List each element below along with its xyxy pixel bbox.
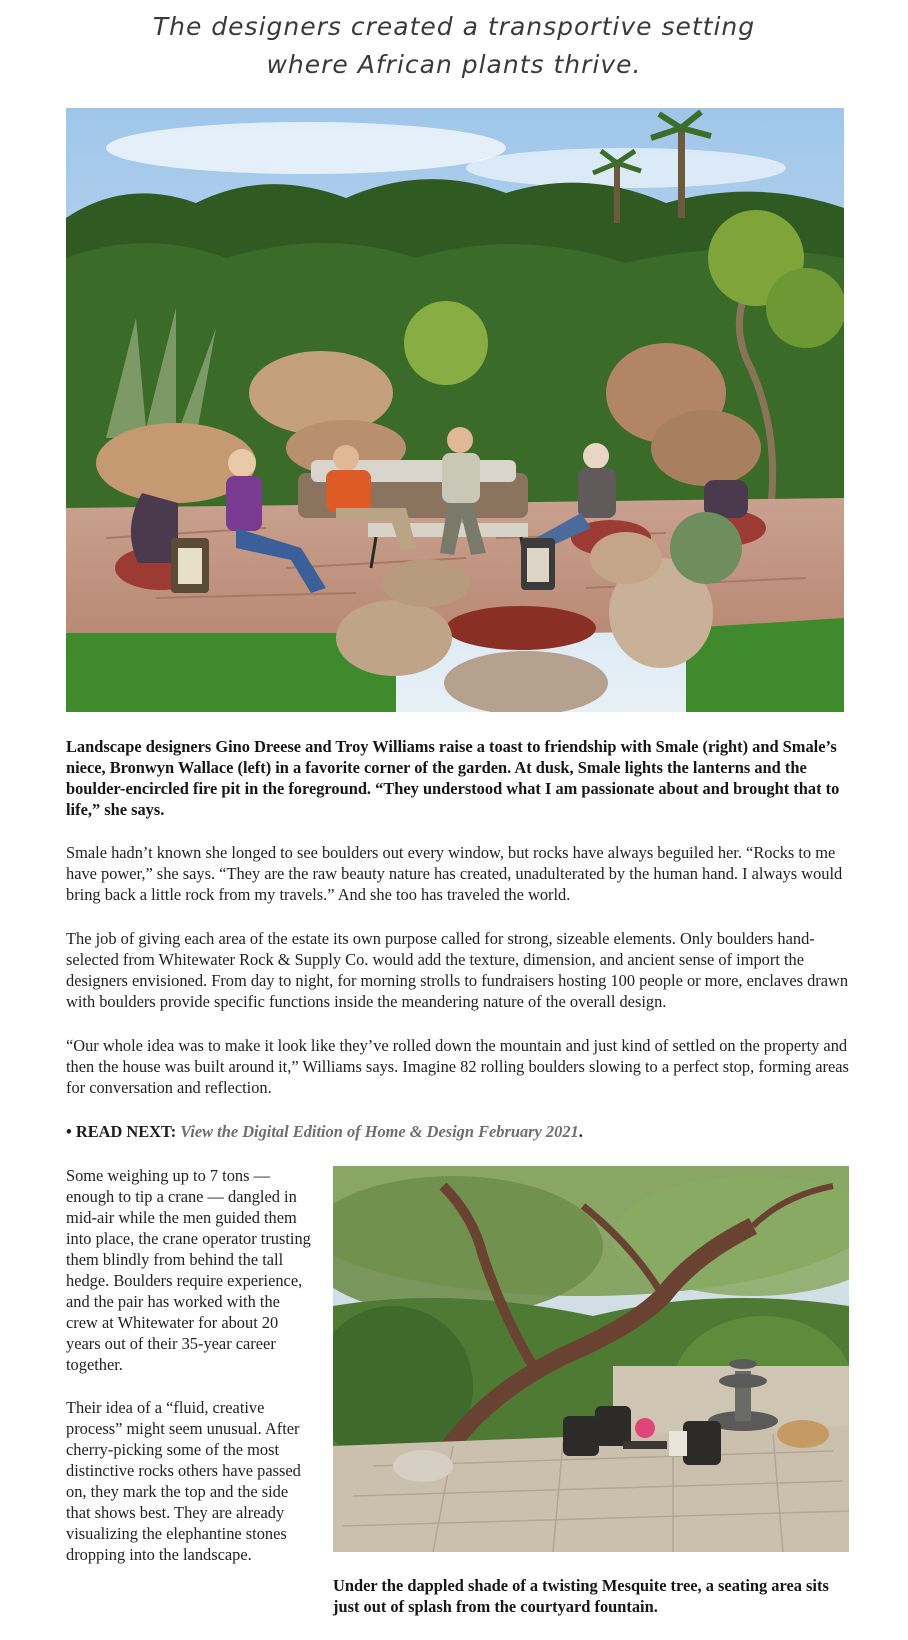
pull-quote [0, 8, 908, 84]
pull-quote-line-1: The designers created a transportive setting [152, 12, 756, 41]
side-paragraph: Their idea of a “fluid, creative process” might seem unusual. After cherry-picking some of the most distinctive rocks others have passed on, they mark the top and the side that shows best. They are already visualizing the elephantine stones dropping into the landscape. [66, 1398, 301, 1564]
side-paragraph: Some weighing up to 7 tons — enough to tip a crane — dangled in mid-air while the men guided them into place, the crane operator trusting them blindly from behind the tall hedge. Boulders require experience, and the pair has worked with the crew at Whitewater for about 20 years out of their 35-year career together. [66, 1166, 311, 1374]
read-next-label: READ NEXT: [75, 1122, 177, 1141]
garden-seating-photo [66, 108, 844, 712]
body-paragraph: Smale hadn’t known she longed to see boulders out every window, but rocks have always beguiled her. “Rocks to me have power,” she says. “They are the raw beauty nature has created, unadulterated by the human hand. I always would bring back a little rock from my travels.” And she too has traveled the world. [66, 843, 843, 904]
read-next [66, 1121, 856, 1142]
body-paragraph: “Our whole idea was to make it look like they’ve rolled down the mountain and just kind of settled on the property and then the house was built around it,” Williams says. Imagine 82 rolling boulders slowing to a perfect stop, forming areas for conversation and reflection. [66, 1036, 849, 1097]
main-photo-caption: Landscape designers Gino Dreese and Troy Williams raise a toast to friendship with Smale (right) and Smale’s niece, Bronwyn Wallace (left) in a favorite corner of the garden. At dusk, Smale lights the lanterns and the boulder-encircled fire pit in the foreground. “They understood what I am passionate about and brought that to life,” she says. [66, 737, 840, 819]
read-next-link[interactable]: View the Digital Edition of Home & Design February 2021 [180, 1122, 579, 1141]
second-photo-caption: Under the dappled shade of a twisting Mesquite tree, a seating area sits just out of splash from the courtyard fountain. [333, 1576, 829, 1616]
pull-quote-line-2: where African plants thrive. [266, 50, 642, 79]
read-next-bullet: • [66, 1122, 72, 1141]
body-paragraph: The job of giving each area of the estate its own purpose called for strong, sizeable elements. Only boulders hand-selected from Whitewater Rock & Supply Co. would add the texture, dimension, and ancient sense of import the designers envisioned. From day to night, for morning strolls to fundraisers hosting 100 people or more, enclaves drawn with boulders provide specific functions inside the meandering nature of the overall design. [66, 929, 849, 1011]
read-next-period: . [578, 1122, 583, 1141]
mesquite-courtyard-photo [333, 1166, 849, 1552]
